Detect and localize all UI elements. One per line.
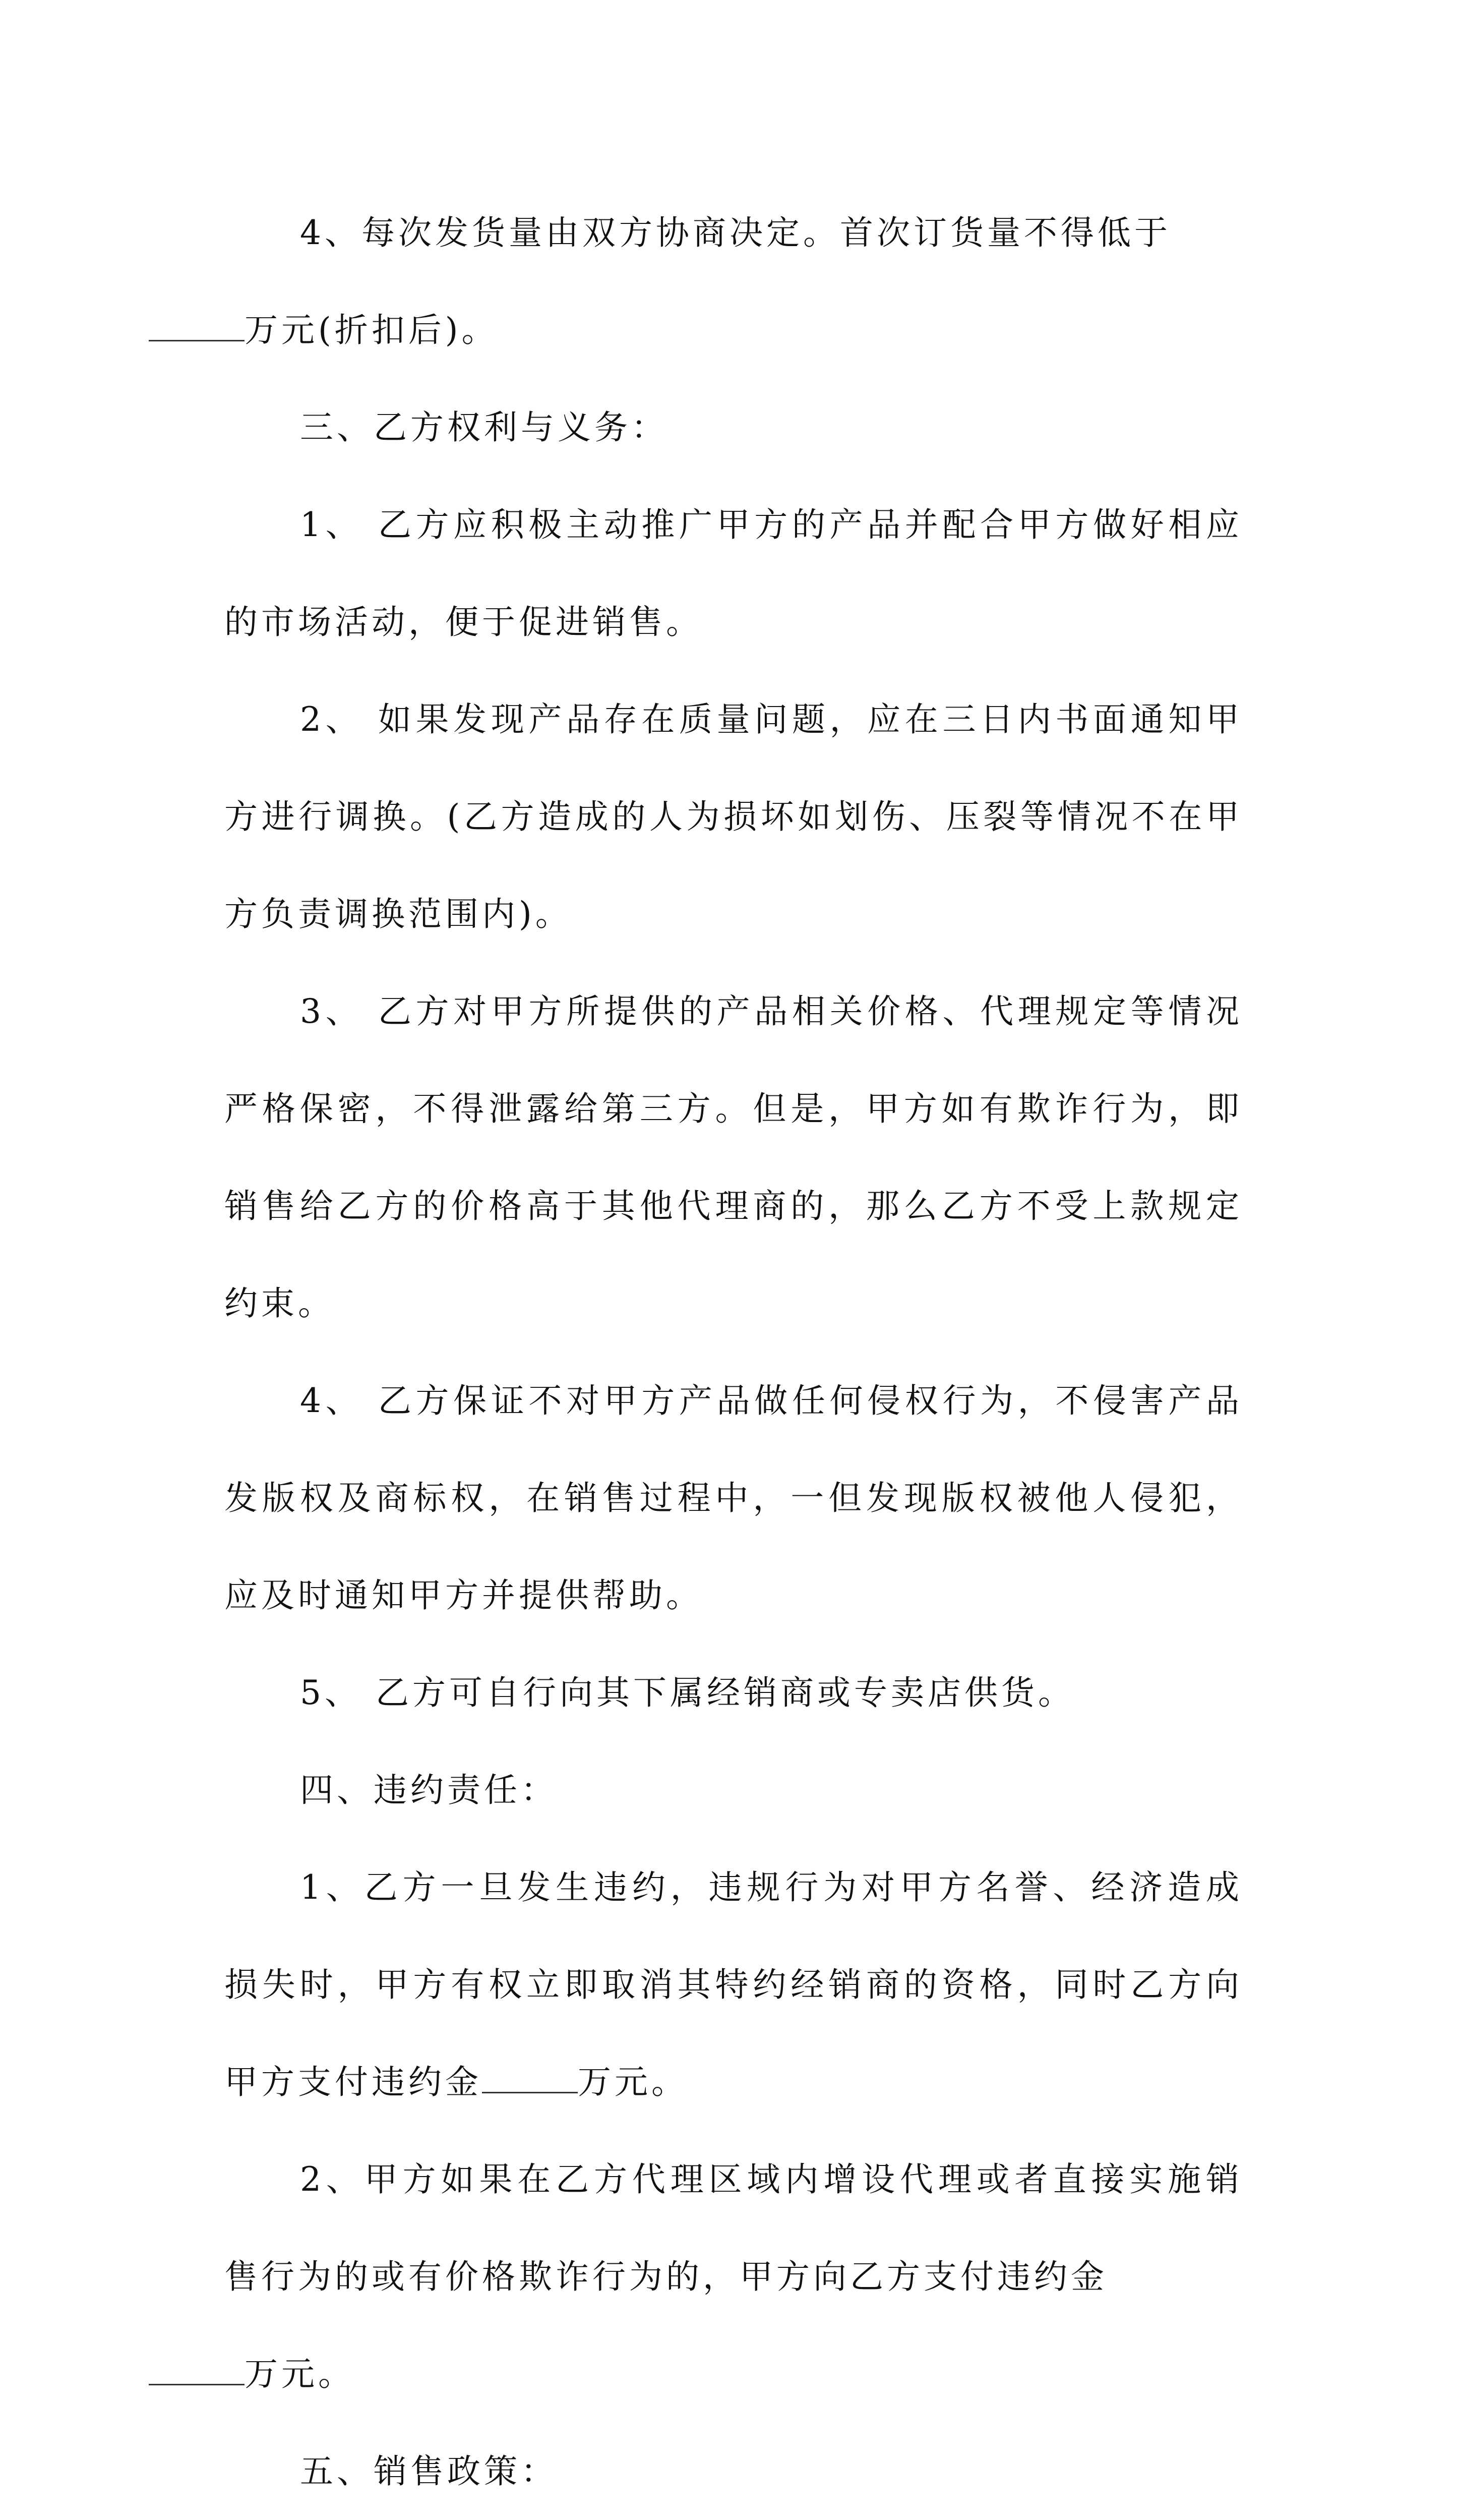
document-body — [224, 184, 1243, 2520]
section-heading-liability: 四、违约责任： — [300, 1771, 558, 1809]
paragraph-text: 万元(折扣后)。 — [245, 311, 499, 349]
fill-in-blank — [149, 2354, 245, 2385]
fill-in-blank — [149, 310, 245, 341]
paragraph-text: 万元。 — [578, 2063, 688, 2101]
paragraph-party-a-breach — [224, 2131, 1243, 2423]
paragraph-text: 1、乙方一旦发生违约，违规行为对甲方名誉、经济造成损失时，甲方有权立即取消其特约经销商的资格，同时乙方向甲方支付违约金 — [224, 1868, 1243, 2101]
fill-in-blank — [482, 2062, 578, 2093]
paragraph-quality-issues: 2、 如果发现产品存在质量问题，应在三日内书面通知甲方进行调换。(乙方造成的人为损坏如划伤、压裂等情况不在甲方负责调换范围内)。 — [224, 700, 1243, 933]
paragraph-continuation-line — [149, 2325, 1243, 2423]
section-heading-sales-policy: 五、销售政策： — [300, 2452, 558, 2491]
paragraph-supply: 5、 乙方可自行向其下属经销商或专卖店供货。 — [300, 1673, 1075, 1712]
paragraph-text: 4、每次发货量由双方协商决定。首次订货量不得低于 — [300, 213, 1171, 252]
paragraph-confidentiality: 3、 乙方对甲方所提供的产品相关价格、代理规定等情况严格保密，不得泄露给第三方。但是，甲方如有欺诈行为，即销售给乙方的价格高于其他代理商的，那么乙方不受上款规定约束。 — [224, 992, 1243, 1323]
paragraph-text: 万元。 — [245, 2355, 355, 2393]
paragraph-continuation-line — [149, 281, 1243, 379]
paragraph-order-quantity — [224, 184, 1243, 379]
paragraph-promotion: 1、 乙方应积极主动推广甲方的产品并配合甲方做好相应的市场活动，便于促进销售。 — [224, 505, 1243, 641]
paragraph-copyright: 4、 乙方保证不对甲方产品做任何侵权行为，不侵害产品发版权及商标权，在销售过程中，一但发现版权被他人侵犯，应及时通知甲方并提供帮助。 — [224, 1381, 1243, 1615]
paragraph-text: 2、甲方如果在乙方代理区域内增设代理或者直接实施销售行为的或有价格欺诈行为的，甲方向乙方支付违约金 — [224, 2160, 1243, 2296]
paragraph-party-b-breach — [224, 1839, 1243, 2131]
section-heading-party-b-rights: 三、乙方权利与义务： — [300, 408, 668, 447]
